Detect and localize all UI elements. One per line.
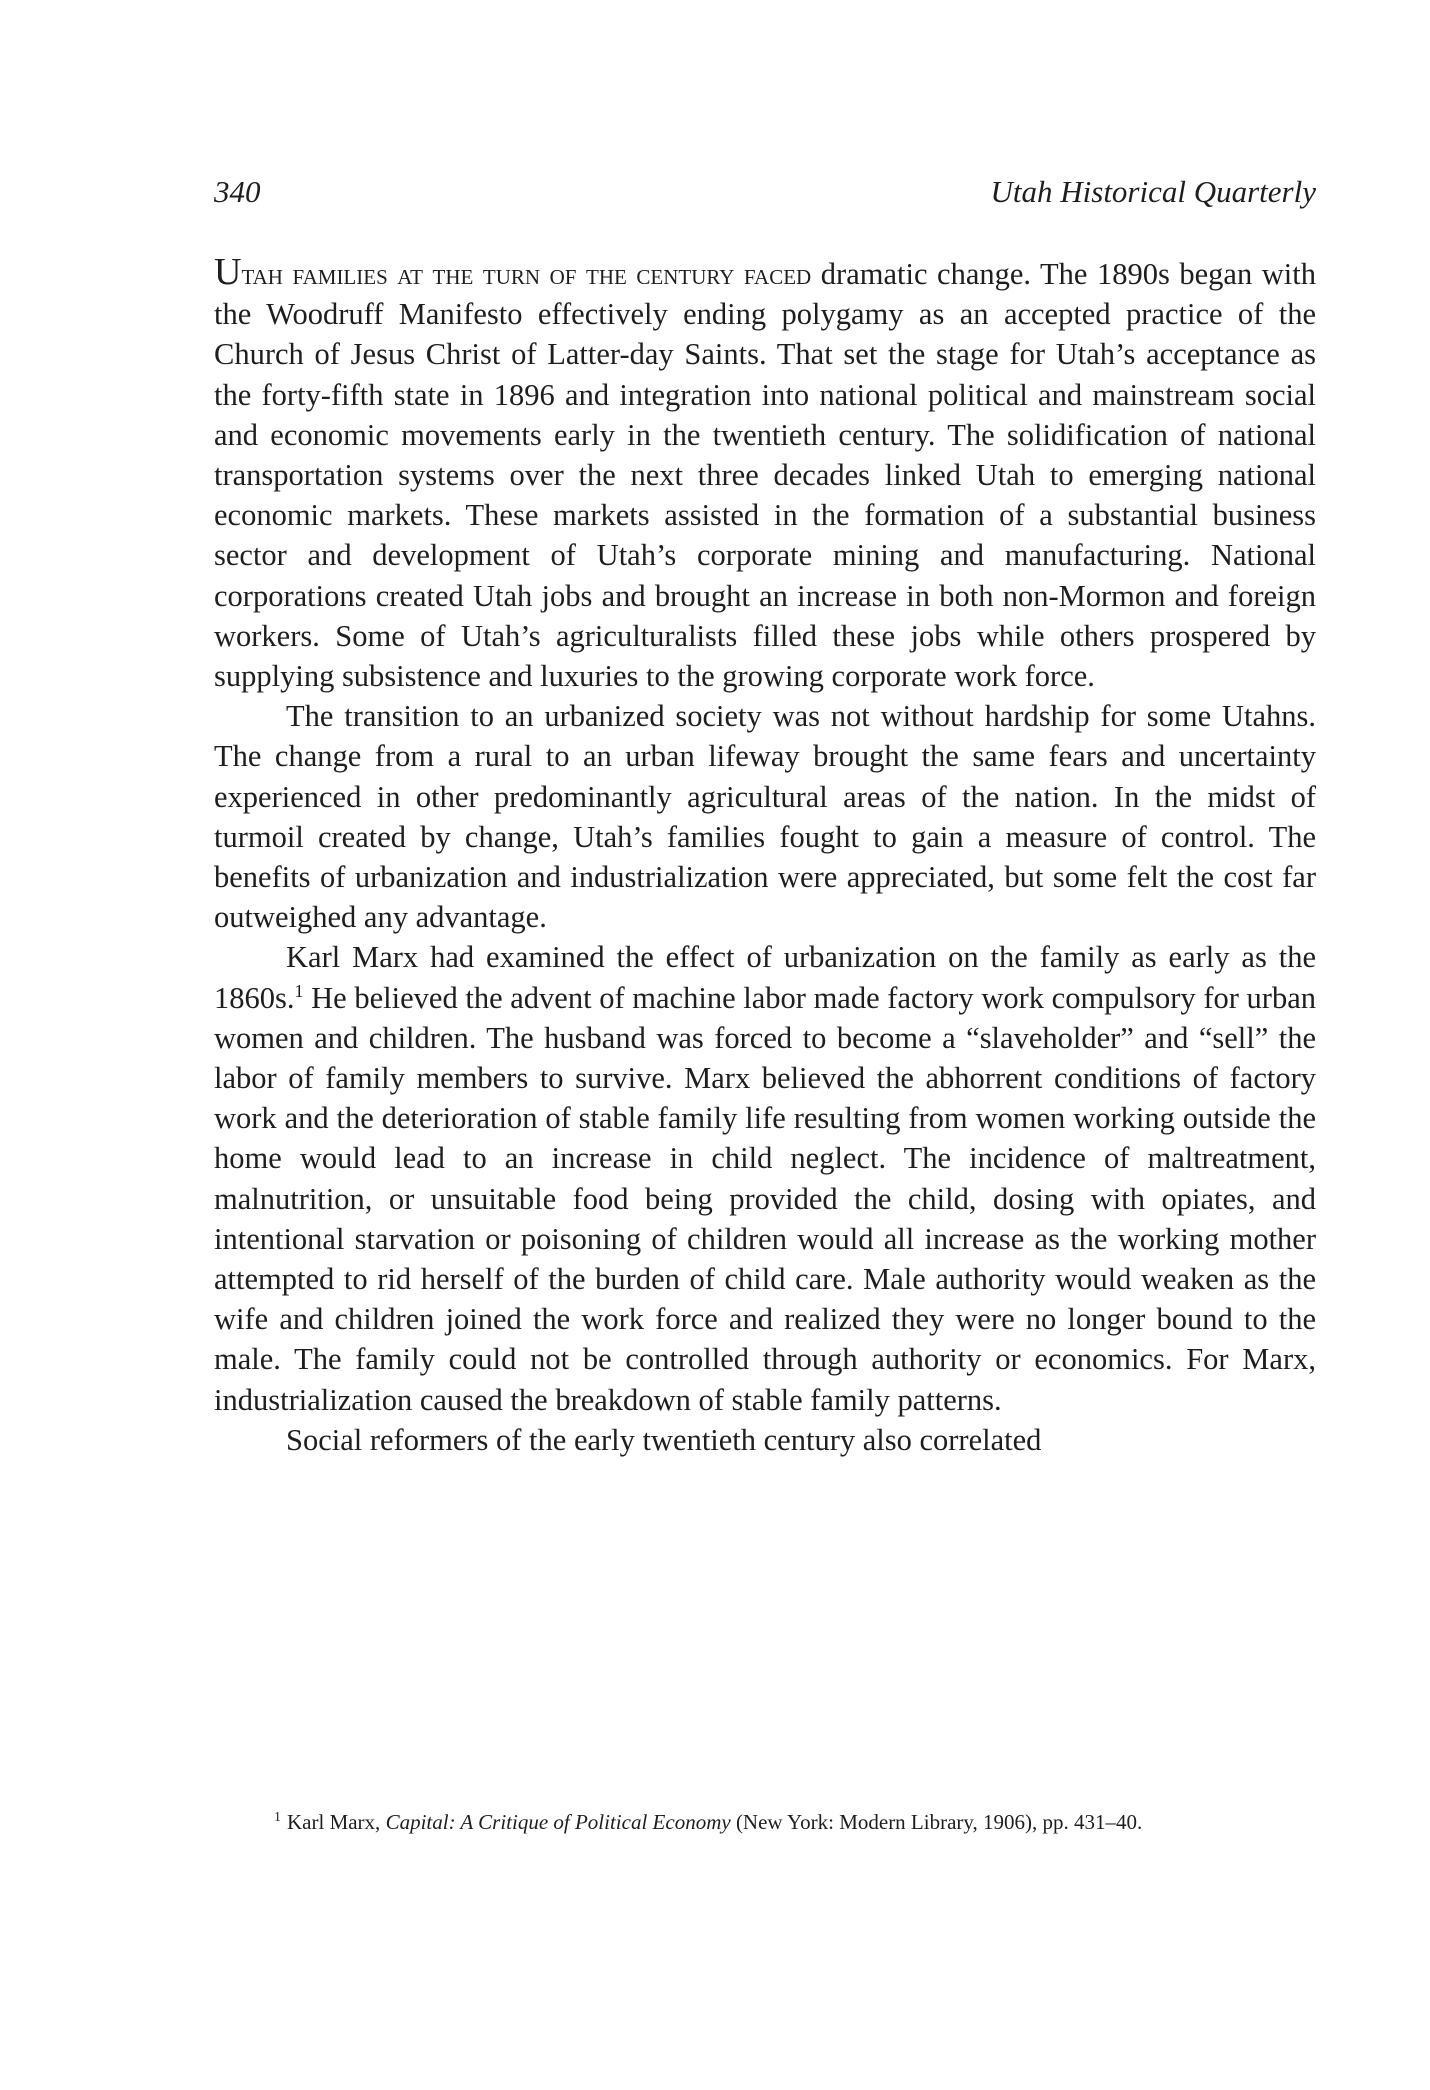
paragraph-1-text: dramatic change. The 1890s began with the Woodruff Manifesto effectively ending polygamy as an accepted practice of the Church of Jesus Christ of Latter-day Saints. That set the stage for Utah’s acceptance as the forty-fifth state in 1896 and integration into national political and mainstream social and economic movements early in the twentieth century. The solidification of national transportation systems over the next three decades linked Utah to emerging national economic markets. These markets assisted in the formation of a substantial business sector and development of Utah’s corporate mining and manufacturing. National corporations created Utah jobs and brought an increase in both non-Mormon and foreign workers. Some of Utah’s agriculturalists filled these jobs while others prospered by supplying subsistence and luxuries to the growing corporate work force. (214, 257, 1316, 694)
paragraph-3-text-b: He believed the advent of machine labor made factory work compulsory for urban women and children. The husband was forced to become a “slaveholder” and “sell” the labor of family members to survive. Marx believed the abhorrent conditions of factory work and the deterioration of stable family life resulting from women working outside the home would lead to an increase in child neglect. The incidence of maltreatment, malnutrition, or unsuitable food being provided the child, dosing with opiates, and intentional starvation or poisoning of children would all increase as the working mother attempted to rid herself of the burden of child care. Male authority would weaken as the wife and children joined the work force and realized they were no longer bound to the male. The family could not be controlled through authority or economics. For Marx, industrialization caused the breakdown of stable family patterns. (214, 980, 1316, 1417)
journal-title: Utah Historical Quarterly (990, 174, 1316, 209)
footnote-publication: (New York: Modern Library, 1906), pp. 431–40. (730, 1810, 1143, 1834)
footnote-reference[interactable]: 1 (294, 980, 304, 1001)
paragraph-2: The transition to an urbanized society was not without hardship for some Utahns. The change from a rural to an urban lifeway brought the same fears and uncertainty experienced in other predominantly agricultural areas of the nation. In the midst of turmoil created by change, Utah’s families fought to gain a measure of control. The benefits of urbanization and industrialization were appreciated, but some felt the cost far outweighed any advantage. (214, 699, 1316, 935)
paragraph-3 (214, 937, 1316, 1419)
paragraph-1 (214, 252, 1316, 696)
paragraph-3-text-a: Karl Marx had examined the effect of urbanization on the family as early as the 1860s. (214, 940, 1316, 1015)
opening-small-caps: tah families at the turn of the century faced (241, 257, 812, 291)
article-body (214, 252, 1316, 1460)
footnote-title: Capital: A Critique of Political Economy (385, 1810, 731, 1834)
running-head (214, 172, 1316, 212)
footnote-author: Karl Marx, (287, 1810, 386, 1834)
footnote (214, 1808, 1316, 1836)
page-number: 340 (214, 174, 261, 209)
initial-letter: U (214, 251, 242, 293)
paragraph-4: Social reformers of the early twentieth century also correlated (286, 1422, 1042, 1457)
footnote-number: 1 (274, 1810, 281, 1825)
